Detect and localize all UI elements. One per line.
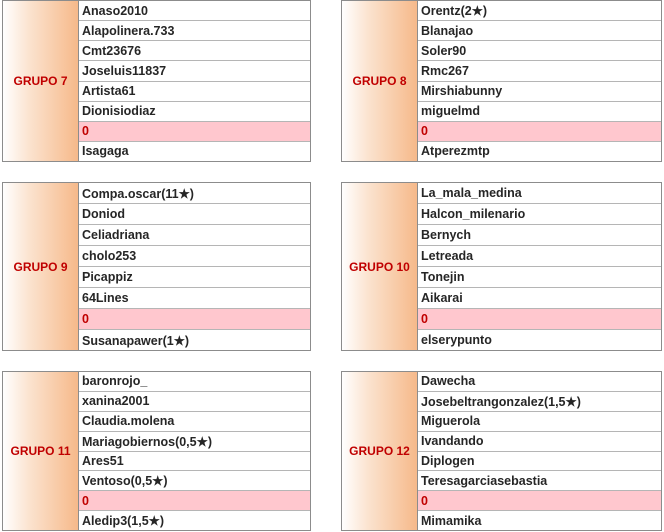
player-list — [418, 372, 661, 530]
player-row: Blanajao — [418, 21, 661, 41]
player-row: 64Lines — [79, 288, 310, 309]
player-row: Joseluis11837 — [79, 61, 310, 81]
player-row: Orentz(2★) — [418, 1, 661, 21]
group-label: GRUPO 11 — [3, 372, 79, 530]
player-row: Ares51 — [79, 452, 310, 472]
player-list — [418, 183, 661, 350]
player-row: Alapolinera.733 — [79, 21, 310, 41]
player-row: Cmt23676 — [79, 41, 310, 61]
player-row: Mariagobiernos(0,5★) — [79, 432, 310, 452]
empty-slot-row: 0 — [79, 309, 310, 330]
player-row: Claudia.molena — [79, 412, 310, 432]
player-list — [79, 372, 310, 530]
player-row: Rmc267 — [418, 61, 661, 81]
player-row: La_mala_medina — [418, 183, 661, 204]
player-row: Halcon_milenario — [418, 204, 661, 225]
group-11-table — [2, 371, 311, 531]
player-row: Atperezmtp — [421, 144, 490, 159]
group-8-table — [341, 0, 662, 162]
empty-slot-row: 0 — [418, 491, 661, 511]
group-label: GRUPO 10 — [342, 183, 418, 350]
player-row: Aledip3(1,5★) — [82, 514, 165, 529]
player-row: Soler90 — [418, 41, 661, 61]
player-row: Isagaga — [82, 144, 129, 159]
player-row: Mimamika — [421, 513, 482, 528]
player-row: miguelmd — [418, 102, 661, 122]
player-row: baronrojo_ — [79, 372, 310, 392]
group-7-table — [2, 0, 311, 162]
player-row: Ventoso(0,5★) — [79, 471, 310, 491]
player-row: cholo253 — [79, 246, 310, 267]
player-row: Letreada — [418, 246, 661, 267]
group-9-table — [2, 182, 311, 351]
player-row: Compa.oscar(11★) — [79, 183, 310, 204]
empty-slot-row: 0 — [418, 309, 661, 330]
player-list — [79, 1, 310, 161]
player-row: Celiadriana — [79, 225, 310, 246]
group-10-table — [341, 182, 662, 351]
player-list — [79, 183, 310, 350]
player-row: Ivandando — [418, 432, 661, 452]
player-row: Bernych — [418, 225, 661, 246]
empty-slot-row: 0 — [79, 491, 310, 511]
player-row: Doniod — [79, 204, 310, 225]
player-row: Dawecha — [418, 372, 661, 392]
player-row: Anaso2010 — [79, 1, 310, 21]
player-row: elserypunto — [421, 333, 492, 347]
player-row: Josebeltrangonzalez(1,5★) — [418, 392, 661, 412]
player-row: Tonejin — [418, 267, 661, 288]
player-row: Teresagarciasebastia — [418, 471, 661, 491]
group-label: GRUPO 8 — [342, 1, 418, 161]
group-12-table — [341, 371, 662, 531]
empty-slot-row: 0 — [418, 122, 661, 142]
player-list — [418, 1, 661, 161]
player-row: Miguerola — [418, 412, 661, 432]
player-row: Susanapawer(1★) — [82, 333, 190, 348]
player-row: Dionisiodiaz — [79, 102, 310, 122]
group-label: GRUPO 12 — [342, 372, 418, 530]
player-row: Mirshiabunny — [418, 82, 661, 102]
group-label: GRUPO 7 — [3, 1, 79, 161]
player-row: Aikarai — [418, 288, 661, 309]
group-label: GRUPO 9 — [3, 183, 79, 350]
empty-slot-row: 0 — [79, 122, 310, 142]
player-row: Picappiz — [79, 267, 310, 288]
player-row: xanina2001 — [79, 392, 310, 412]
player-row: Diplogen — [418, 452, 661, 472]
player-row: Artista61 — [79, 82, 310, 102]
